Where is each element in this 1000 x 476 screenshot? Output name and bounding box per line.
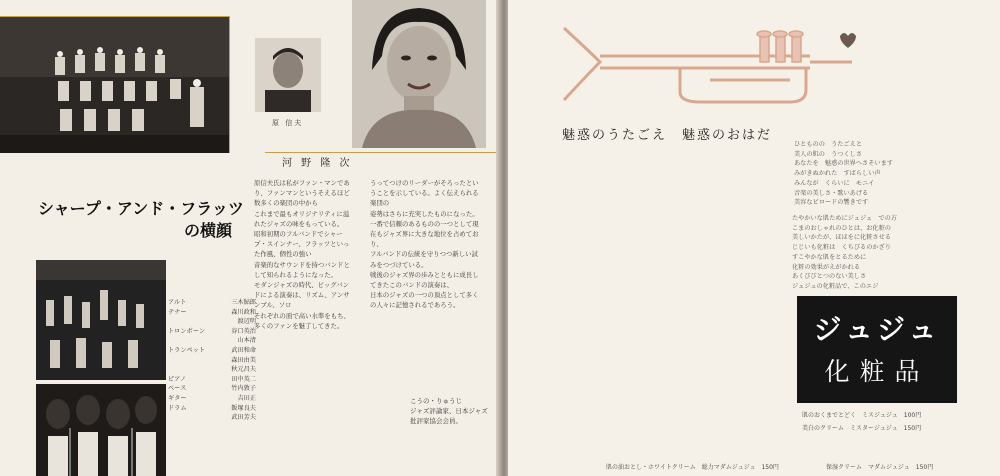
leader-photo-caption: 原 信夫 — [272, 119, 304, 127]
brand-logo-name: ジュジュ — [813, 313, 941, 346]
roster-role: トランペット — [168, 346, 206, 354]
roster-role: ドラム — [168, 404, 187, 412]
article-paragraph: 昭和初期のフルバンドでシャープ・スインナー、フラッツといった作風、個性の強い — [254, 230, 350, 259]
poem-line: あなたを 魅惑の世界へさそいます — [794, 160, 893, 168]
product-line-1: 肌のおくまでとどく ミスジュジュ 100円 — [802, 412, 922, 419]
poem-line: ひとものの うたごえと — [794, 141, 863, 148]
poem-line: たやかいな肌ためにジュジュ での方 — [792, 215, 897, 222]
article-paragraph: モダンジャズの時代、ビッグバンドによる演奏は、リズム、アンサンブル、ソロ — [254, 281, 350, 310]
trumpet-illustration — [560, 22, 860, 114]
roster-name: 飯塚良夫 — [231, 404, 256, 412]
poem-line: こまのおしゃれのひとは、お化粧の — [792, 224, 891, 232]
product-line-2: 美白のクリーム ミスタージュジュ 150円 — [802, 425, 922, 432]
roster-row — [168, 404, 256, 414]
poem-line: 化粧の効果がえがかれる — [792, 263, 861, 271]
right-page — [508, 0, 1000, 476]
article-paragraph: 戦後のジャズ界の歩みとともに成長してきたこのバンドの演奏は、 — [370, 270, 479, 290]
article-title-line1: シャープ・アンド・フラッツ — [38, 199, 244, 218]
roster-row — [168, 317, 256, 327]
roster-name: 武田芳夫 — [231, 414, 256, 422]
author-credit-desc: ジャズ評論家、日本ジャズ批評家協会会員。 — [410, 407, 488, 425]
article-paragraph: 日本のジャズの一つの頂点として多くの人々に記憶されるであろう。 — [370, 291, 479, 310]
roster-role: ベース — [168, 385, 187, 393]
singer-name-label: 河 野 隆 次 — [282, 158, 353, 169]
brand-logo-box — [797, 296, 957, 403]
roster-row — [168, 308, 256, 318]
roster-role: ギター — [168, 394, 187, 402]
footer-product-right: 保湿クリーム マダムジュジュ 150円 — [826, 464, 934, 471]
roster-row — [168, 298, 256, 308]
gold-rule-top — [0, 16, 230, 17]
roster-name: 森田由美 — [231, 356, 256, 364]
portrait-photo-leader — [255, 38, 321, 112]
roster-row — [168, 356, 256, 366]
roster-row — [168, 346, 256, 356]
poem-line: みんなが くらいに モニイ — [794, 179, 875, 187]
roster-name: 山本清 — [237, 337, 256, 345]
article-text-column-1 — [254, 178, 354, 448]
article-title-line2: の横顔 — [184, 221, 233, 240]
singers-photo — [36, 384, 166, 476]
roster-row — [168, 365, 256, 375]
ad-slogan: 魅惑のうたごえ 魅惑のおはだ — [562, 128, 773, 143]
band-photo-bottom — [36, 260, 166, 380]
article-paragraph: うってつけのリーダーがそろったということを示している。よく伝えられる楽団の — [370, 179, 479, 208]
roster-role: トロンボーン — [168, 327, 206, 335]
ad-poem-verse-1 — [794, 140, 893, 208]
roster-row — [168, 336, 256, 346]
heart-icon — [840, 33, 856, 48]
roster-role: ピアノ — [168, 375, 187, 383]
poem-line: じじいも化粧は くちびるのかざり — [792, 244, 891, 252]
roster-row — [168, 327, 256, 337]
article-paragraph: 音楽的なサウンドを持つバンドとして知られるようになった。 — [254, 260, 350, 279]
article-paragraph: フルバンドの伝統を守りつつ新しい試みをつづけている。 — [370, 250, 478, 269]
poem-line: みがきぬかれた すばらしい声 — [794, 170, 881, 178]
roster-name: 秋元昌夫 — [231, 366, 256, 374]
poem-line: あくびびとつのない美しさ — [792, 273, 867, 281]
article-paragraph: これまで最もオリジナリティに溢れたジャズの味をもっている。 — [254, 209, 350, 228]
roster-name: 三木鮎郎 — [231, 299, 256, 306]
poem-line: 音楽の美しさ・歌いあげる — [794, 189, 869, 197]
article-text-column-2 — [370, 178, 482, 378]
article-paragraph: それぞれの面で高い水準をもち、多くのファンを魅了してきた。 — [254, 311, 350, 330]
roster-role: アルト — [168, 299, 187, 306]
portrait-photo-singer — [352, 0, 486, 148]
author-credit — [410, 396, 492, 426]
poem-line: 美人の肌の うつくしさ — [794, 150, 863, 158]
roster-name: 渡辺明 — [237, 318, 256, 326]
roster-role: テナー — [168, 308, 187, 316]
brand-logo-subtitle: 化粧品 — [824, 357, 930, 386]
poem-line: 美容なビロードの響きです — [794, 199, 869, 207]
roster-name: 武田和命 — [231, 346, 256, 354]
article-paragraph: 一番で信頼のあるものの一つとして現在もジャズ界に大きな地位を占めており、 — [370, 219, 479, 249]
roster-row — [168, 413, 256, 423]
roster-name: 竹内敦子 — [231, 385, 256, 393]
roster-row — [168, 394, 256, 404]
footer-product-left: 肌の油おとし・ホワイトクリーム 総力マダムジュジュ 150円 — [606, 464, 779, 471]
gold-rule-side — [229, 16, 230, 153]
roster-row — [168, 375, 256, 385]
poem-line: すこやかな肌をとるために — [792, 253, 867, 261]
roster-name: 吉田正 — [237, 394, 256, 402]
roster-name: 田中英二 — [231, 375, 256, 383]
article-paragraph: 姿勢はさらに充実したものになった。 — [370, 209, 479, 218]
roster-row — [168, 384, 256, 394]
gold-rule-right — [265, 152, 500, 153]
roster-name: 谷口英治 — [231, 327, 256, 335]
ad-poem-verse-2 — [792, 214, 897, 292]
author-credit-name: こうの・りゅうじ — [410, 397, 462, 405]
poem-line: 美しいかたが、ほほをに化粧させる — [792, 234, 891, 242]
band-photo-top — [0, 17, 230, 153]
roster-name: 森川政和 — [231, 308, 256, 316]
member-roster — [168, 298, 256, 423]
article-paragraph: 原信夫氏は私がファン・マンであり、ファンマンというそえるほど数多くの楽団の中から — [254, 179, 350, 208]
poem-line: ジュジュの化粧品で、このエジ — [792, 282, 879, 290]
